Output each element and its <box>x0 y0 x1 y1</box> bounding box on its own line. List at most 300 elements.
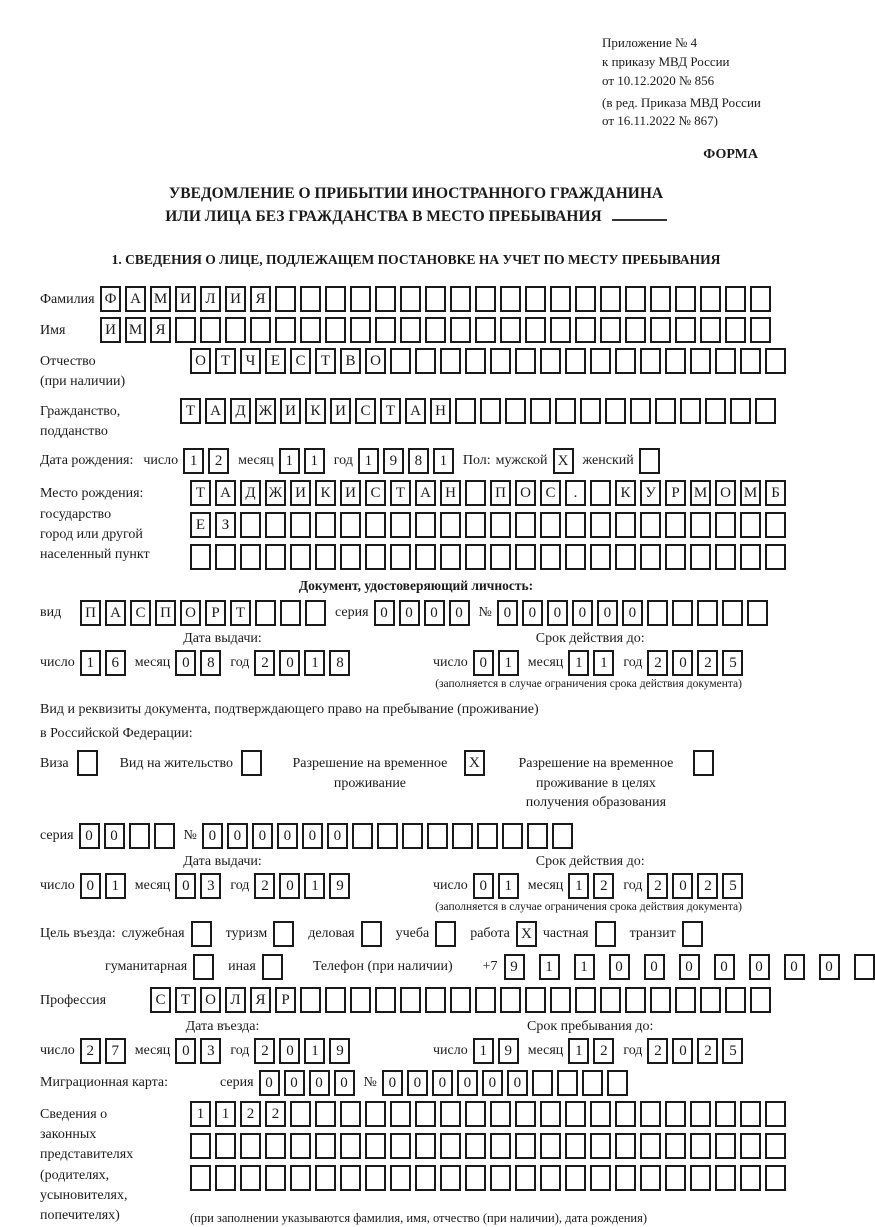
char-cell[interactable] <box>375 286 396 312</box>
char-cell[interactable]: В <box>340 348 361 374</box>
char-cell[interactable]: О <box>365 348 386 374</box>
char-cell[interactable]: П <box>490 480 511 506</box>
char-cell[interactable]: 0 <box>609 954 630 980</box>
char-cell[interactable]: 2 <box>254 873 275 899</box>
char-cell[interactable] <box>655 398 676 424</box>
char-cell[interactable] <box>640 1133 661 1159</box>
char-cell[interactable]: К <box>305 398 326 424</box>
char-cell[interactable]: 0 <box>507 1070 528 1096</box>
char-cell[interactable] <box>340 512 361 538</box>
char-cell[interactable] <box>590 512 611 538</box>
temp-residence-edu-checkbox[interactable] <box>693 750 714 776</box>
char-cell[interactable]: 0 <box>407 1070 428 1096</box>
char-cell[interactable] <box>650 286 671 312</box>
char-cell[interactable] <box>740 1133 761 1159</box>
char-cell[interactable] <box>565 348 586 374</box>
char-cell[interactable] <box>675 317 696 343</box>
char-cell[interactable]: О <box>515 480 536 506</box>
char-cell[interactable]: 0 <box>749 954 770 980</box>
char-cell[interactable]: Ж <box>255 398 276 424</box>
char-cell[interactable] <box>590 480 611 506</box>
char-cell[interactable]: 8 <box>329 650 350 676</box>
char-cell[interactable] <box>415 1101 436 1127</box>
char-cell[interactable] <box>300 286 321 312</box>
char-cell[interactable] <box>415 1133 436 1159</box>
char-cell[interactable]: 8 <box>408 448 429 474</box>
char-cell[interactable] <box>465 480 486 506</box>
char-cell[interactable]: 1 <box>574 954 595 980</box>
char-cell[interactable]: 1 <box>593 650 614 676</box>
char-cell[interactable] <box>715 1101 736 1127</box>
char-cell[interactable] <box>365 1133 386 1159</box>
char-cell[interactable]: 1 <box>215 1101 236 1127</box>
char-cell[interactable] <box>675 286 696 312</box>
char-cell[interactable] <box>615 512 636 538</box>
char-cell[interactable] <box>190 1133 211 1159</box>
char-cell[interactable] <box>854 954 875 980</box>
char-cell[interactable]: Ч <box>240 348 261 374</box>
char-cell[interactable]: К <box>615 480 636 506</box>
char-cell[interactable] <box>740 512 761 538</box>
char-cell[interactable] <box>565 544 586 570</box>
char-cell[interactable] <box>465 512 486 538</box>
char-cell[interactable] <box>565 1133 586 1159</box>
char-cell[interactable] <box>390 512 411 538</box>
char-cell[interactable] <box>615 348 636 374</box>
char-cell[interactable] <box>215 544 236 570</box>
char-cell[interactable]: 0 <box>482 1070 503 1096</box>
char-cell[interactable]: 0 <box>449 600 470 626</box>
char-cell[interactable] <box>129 823 150 849</box>
char-cell[interactable] <box>725 987 746 1013</box>
char-cell[interactable]: 5 <box>722 873 743 899</box>
char-cell[interactable] <box>490 544 511 570</box>
char-cell[interactable] <box>415 544 436 570</box>
char-cell[interactable]: 0 <box>227 823 248 849</box>
char-cell[interactable] <box>715 348 736 374</box>
char-cell[interactable] <box>750 987 771 1013</box>
char-cell[interactable]: И <box>330 398 351 424</box>
char-cell[interactable] <box>615 1101 636 1127</box>
char-cell[interactable] <box>600 987 621 1013</box>
char-cell[interactable]: 1 <box>105 873 126 899</box>
char-cell[interactable]: 1 <box>279 448 300 474</box>
char-cell[interactable]: 0 <box>457 1070 478 1096</box>
char-cell[interactable] <box>527 823 548 849</box>
char-cell[interactable] <box>540 512 561 538</box>
char-cell[interactable] <box>350 987 371 1013</box>
char-cell[interactable]: 0 <box>104 823 125 849</box>
char-cell[interactable] <box>540 1101 561 1127</box>
char-cell[interactable]: 0 <box>432 1070 453 1096</box>
char-cell[interactable] <box>700 286 721 312</box>
char-cell[interactable] <box>500 286 521 312</box>
char-cell[interactable] <box>365 544 386 570</box>
temp-residence-checkbox[interactable]: X <box>464 750 485 776</box>
char-cell[interactable]: Л <box>200 286 221 312</box>
char-cell[interactable] <box>402 823 423 849</box>
char-cell[interactable] <box>427 823 448 849</box>
char-cell[interactable] <box>465 1101 486 1127</box>
char-cell[interactable]: 0 <box>819 954 840 980</box>
char-cell[interactable] <box>352 823 373 849</box>
char-cell[interactable]: 9 <box>498 1038 519 1064</box>
char-cell[interactable] <box>240 512 261 538</box>
char-cell[interactable] <box>665 512 686 538</box>
char-cell[interactable] <box>154 823 175 849</box>
char-cell[interactable]: 2 <box>208 448 229 474</box>
char-cell[interactable] <box>590 544 611 570</box>
char-cell[interactable] <box>265 1133 286 1159</box>
char-cell[interactable]: И <box>225 286 246 312</box>
char-cell[interactable] <box>525 286 546 312</box>
female-checkbox[interactable] <box>639 448 660 474</box>
char-cell[interactable]: 0 <box>672 873 693 899</box>
char-cell[interactable]: Т <box>215 348 236 374</box>
char-cell[interactable] <box>450 286 471 312</box>
char-cell[interactable] <box>225 317 246 343</box>
char-cell[interactable] <box>650 987 671 1013</box>
char-cell[interactable] <box>415 348 436 374</box>
char-cell[interactable] <box>552 823 573 849</box>
char-cell[interactable] <box>515 1101 536 1127</box>
char-cell[interactable] <box>640 348 661 374</box>
char-cell[interactable]: Н <box>440 480 461 506</box>
male-checkbox[interactable]: X <box>553 448 574 474</box>
char-cell[interactable]: О <box>180 600 201 626</box>
char-cell[interactable]: 2 <box>697 650 718 676</box>
char-cell[interactable] <box>675 987 696 1013</box>
char-cell[interactable]: 1 <box>539 954 560 980</box>
char-cell[interactable] <box>557 1070 578 1096</box>
char-cell[interactable]: 2 <box>265 1101 286 1127</box>
char-cell[interactable]: 0 <box>399 600 420 626</box>
char-cell[interactable]: Т <box>175 987 196 1013</box>
purpose-transit-checkbox[interactable] <box>682 921 703 947</box>
char-cell[interactable]: 1 <box>498 873 519 899</box>
char-cell[interactable]: Я <box>150 317 171 343</box>
char-cell[interactable]: Т <box>230 600 251 626</box>
char-cell[interactable]: Т <box>315 348 336 374</box>
char-cell[interactable] <box>375 317 396 343</box>
char-cell[interactable] <box>315 1101 336 1127</box>
char-cell[interactable] <box>705 398 726 424</box>
char-cell[interactable]: О <box>190 348 211 374</box>
char-cell[interactable]: . <box>565 480 586 506</box>
char-cell[interactable] <box>600 286 621 312</box>
char-cell[interactable] <box>200 317 221 343</box>
char-cell[interactable]: Я <box>250 286 271 312</box>
char-cell[interactable] <box>715 544 736 570</box>
char-cell[interactable]: 0 <box>175 873 196 899</box>
char-cell[interactable] <box>265 512 286 538</box>
char-cell[interactable] <box>525 317 546 343</box>
char-cell[interactable] <box>390 1101 411 1127</box>
char-cell[interactable] <box>605 398 626 424</box>
char-cell[interactable] <box>300 987 321 1013</box>
char-cell[interactable] <box>400 317 421 343</box>
char-cell[interactable] <box>690 1133 711 1159</box>
char-cell[interactable] <box>490 1133 511 1159</box>
char-cell[interactable] <box>600 317 621 343</box>
char-cell[interactable] <box>390 1165 411 1191</box>
char-cell[interactable]: З <box>215 512 236 538</box>
char-cell[interactable] <box>255 600 276 626</box>
char-cell[interactable]: Р <box>205 600 226 626</box>
char-cell[interactable]: 2 <box>593 873 614 899</box>
char-cell[interactable]: 0 <box>572 600 593 626</box>
char-cell[interactable] <box>640 512 661 538</box>
char-cell[interactable]: Д <box>230 398 251 424</box>
char-cell[interactable] <box>190 1165 211 1191</box>
char-cell[interactable]: П <box>155 600 176 626</box>
char-cell[interactable]: С <box>365 480 386 506</box>
char-cell[interactable]: 0 <box>497 600 518 626</box>
char-cell[interactable]: 1 <box>498 650 519 676</box>
char-cell[interactable] <box>440 544 461 570</box>
char-cell[interactable] <box>765 1165 786 1191</box>
char-cell[interactable] <box>290 1133 311 1159</box>
char-cell[interactable]: 1 <box>433 448 454 474</box>
char-cell[interactable] <box>750 286 771 312</box>
char-cell[interactable] <box>625 286 646 312</box>
char-cell[interactable] <box>730 398 751 424</box>
char-cell[interactable] <box>215 1133 236 1159</box>
char-cell[interactable]: А <box>105 600 126 626</box>
char-cell[interactable] <box>440 1165 461 1191</box>
char-cell[interactable]: 0 <box>309 1070 330 1096</box>
char-cell[interactable] <box>325 987 346 1013</box>
char-cell[interactable] <box>315 1133 336 1159</box>
char-cell[interactable] <box>440 1133 461 1159</box>
char-cell[interactable] <box>477 823 498 849</box>
char-cell[interactable] <box>465 1165 486 1191</box>
char-cell[interactable] <box>625 317 646 343</box>
char-cell[interactable]: Ф <box>100 286 121 312</box>
char-cell[interactable] <box>532 1070 553 1096</box>
char-cell[interactable] <box>465 544 486 570</box>
char-cell[interactable] <box>590 1101 611 1127</box>
char-cell[interactable] <box>475 286 496 312</box>
char-cell[interactable] <box>672 600 693 626</box>
char-cell[interactable]: 0 <box>473 650 494 676</box>
char-cell[interactable]: И <box>340 480 361 506</box>
char-cell[interactable] <box>340 1133 361 1159</box>
char-cell[interactable] <box>525 987 546 1013</box>
char-cell[interactable]: 0 <box>714 954 735 980</box>
char-cell[interactable] <box>740 1101 761 1127</box>
char-cell[interactable] <box>665 1133 686 1159</box>
char-cell[interactable]: С <box>540 480 561 506</box>
char-cell[interactable]: 5 <box>722 650 743 676</box>
char-cell[interactable] <box>440 512 461 538</box>
char-cell[interactable]: М <box>150 286 171 312</box>
char-cell[interactable] <box>690 348 711 374</box>
char-cell[interactable] <box>390 1133 411 1159</box>
char-cell[interactable] <box>375 987 396 1013</box>
char-cell[interactable]: 2 <box>697 1038 718 1064</box>
purpose-tourism-checkbox[interactable] <box>273 921 294 947</box>
purpose-private-checkbox[interactable] <box>595 921 616 947</box>
char-cell[interactable] <box>390 348 411 374</box>
char-cell[interactable]: Е <box>265 348 286 374</box>
char-cell[interactable] <box>450 317 471 343</box>
char-cell[interactable] <box>415 512 436 538</box>
char-cell[interactable] <box>765 1133 786 1159</box>
char-cell[interactable] <box>315 512 336 538</box>
char-cell[interactable] <box>415 1165 436 1191</box>
char-cell[interactable] <box>700 317 721 343</box>
purpose-study-checkbox[interactable] <box>435 921 456 947</box>
char-cell[interactable] <box>625 987 646 1013</box>
char-cell[interactable] <box>765 1101 786 1127</box>
char-cell[interactable]: 2 <box>254 1038 275 1064</box>
char-cell[interactable]: О <box>715 480 736 506</box>
char-cell[interactable]: 1 <box>304 650 325 676</box>
char-cell[interactable] <box>440 348 461 374</box>
char-cell[interactable] <box>400 286 421 312</box>
char-cell[interactable]: 0 <box>175 1038 196 1064</box>
char-cell[interactable] <box>275 286 296 312</box>
char-cell[interactable]: 2 <box>647 1038 668 1064</box>
char-cell[interactable]: 1 <box>304 448 325 474</box>
char-cell[interactable] <box>740 1165 761 1191</box>
char-cell[interactable] <box>450 987 471 1013</box>
char-cell[interactable]: И <box>290 480 311 506</box>
char-cell[interactable] <box>340 1101 361 1127</box>
char-cell[interactable] <box>715 512 736 538</box>
char-cell[interactable] <box>350 317 371 343</box>
char-cell[interactable]: Д <box>240 480 261 506</box>
char-cell[interactable]: 0 <box>597 600 618 626</box>
char-cell[interactable]: 7 <box>105 1038 126 1064</box>
purpose-other-checkbox[interactable] <box>262 954 283 980</box>
char-cell[interactable] <box>505 398 526 424</box>
char-cell[interactable] <box>690 1165 711 1191</box>
char-cell[interactable] <box>440 1101 461 1127</box>
char-cell[interactable]: 0 <box>202 823 223 849</box>
char-cell[interactable]: 1 <box>568 873 589 899</box>
char-cell[interactable]: Л <box>225 987 246 1013</box>
char-cell[interactable] <box>565 1165 586 1191</box>
char-cell[interactable] <box>365 1165 386 1191</box>
char-cell[interactable] <box>690 1101 711 1127</box>
char-cell[interactable]: 0 <box>175 650 196 676</box>
char-cell[interactable] <box>480 398 501 424</box>
char-cell[interactable] <box>765 512 786 538</box>
char-cell[interactable] <box>290 1165 311 1191</box>
char-cell[interactable] <box>400 987 421 1013</box>
char-cell[interactable]: 1 <box>183 448 204 474</box>
char-cell[interactable]: Ж <box>265 480 286 506</box>
purpose-humanitarian-checkbox[interactable] <box>193 954 214 980</box>
char-cell[interactable] <box>465 348 486 374</box>
char-cell[interactable] <box>615 1165 636 1191</box>
char-cell[interactable] <box>740 544 761 570</box>
char-cell[interactable]: 0 <box>679 954 700 980</box>
char-cell[interactable]: А <box>415 480 436 506</box>
char-cell[interactable] <box>315 1165 336 1191</box>
char-cell[interactable]: 0 <box>382 1070 403 1096</box>
char-cell[interactable]: 0 <box>302 823 323 849</box>
char-cell[interactable]: Т <box>190 480 211 506</box>
char-cell[interactable] <box>590 348 611 374</box>
char-cell[interactable]: 3 <box>200 873 221 899</box>
char-cell[interactable] <box>490 1101 511 1127</box>
char-cell[interactable] <box>540 1133 561 1159</box>
char-cell[interactable] <box>715 1133 736 1159</box>
char-cell[interactable] <box>275 317 296 343</box>
char-cell[interactable] <box>350 286 371 312</box>
char-cell[interactable] <box>365 1101 386 1127</box>
char-cell[interactable]: И <box>100 317 121 343</box>
char-cell[interactable] <box>515 1133 536 1159</box>
char-cell[interactable] <box>265 1165 286 1191</box>
char-cell[interactable] <box>425 286 446 312</box>
char-cell[interactable]: 5 <box>722 1038 743 1064</box>
char-cell[interactable] <box>725 317 746 343</box>
char-cell[interactable]: 0 <box>277 823 298 849</box>
char-cell[interactable] <box>615 544 636 570</box>
char-cell[interactable]: Р <box>275 987 296 1013</box>
char-cell[interactable]: 2 <box>647 873 668 899</box>
char-cell[interactable] <box>575 317 596 343</box>
char-cell[interactable]: Т <box>390 480 411 506</box>
char-cell[interactable] <box>540 348 561 374</box>
char-cell[interactable]: А <box>405 398 426 424</box>
char-cell[interactable]: 1 <box>190 1101 211 1127</box>
char-cell[interactable]: 1 <box>358 448 379 474</box>
char-cell[interactable] <box>340 544 361 570</box>
char-cell[interactable] <box>240 1133 261 1159</box>
char-cell[interactable] <box>607 1070 628 1096</box>
char-cell[interactable] <box>550 286 571 312</box>
char-cell[interactable] <box>280 600 301 626</box>
char-cell[interactable]: 1 <box>304 873 325 899</box>
char-cell[interactable]: 6 <box>105 650 126 676</box>
char-cell[interactable] <box>590 1165 611 1191</box>
char-cell[interactable] <box>755 398 776 424</box>
char-cell[interactable] <box>452 823 473 849</box>
char-cell[interactable] <box>475 317 496 343</box>
purpose-work-checkbox[interactable]: X <box>516 921 537 947</box>
char-cell[interactable]: Б <box>765 480 786 506</box>
char-cell[interactable]: 0 <box>79 823 100 849</box>
char-cell[interactable]: 0 <box>473 873 494 899</box>
char-cell[interactable] <box>190 544 211 570</box>
char-cell[interactable] <box>550 317 571 343</box>
char-cell[interactable]: 2 <box>593 1038 614 1064</box>
char-cell[interactable]: Т <box>180 398 201 424</box>
char-cell[interactable] <box>540 1165 561 1191</box>
char-cell[interactable] <box>747 600 768 626</box>
char-cell[interactable]: О <box>200 987 221 1013</box>
char-cell[interactable]: 0 <box>279 1038 300 1064</box>
char-cell[interactable] <box>300 317 321 343</box>
char-cell[interactable] <box>765 544 786 570</box>
char-cell[interactable] <box>290 512 311 538</box>
char-cell[interactable] <box>575 987 596 1013</box>
char-cell[interactable] <box>490 512 511 538</box>
char-cell[interactable] <box>265 544 286 570</box>
char-cell[interactable] <box>640 1101 661 1127</box>
char-cell[interactable]: 0 <box>547 600 568 626</box>
char-cell[interactable]: 0 <box>672 1038 693 1064</box>
char-cell[interactable]: М <box>690 480 711 506</box>
char-cell[interactable]: 2 <box>240 1101 261 1127</box>
char-cell[interactable]: К <box>315 480 336 506</box>
purpose-official-checkbox[interactable] <box>191 921 212 947</box>
